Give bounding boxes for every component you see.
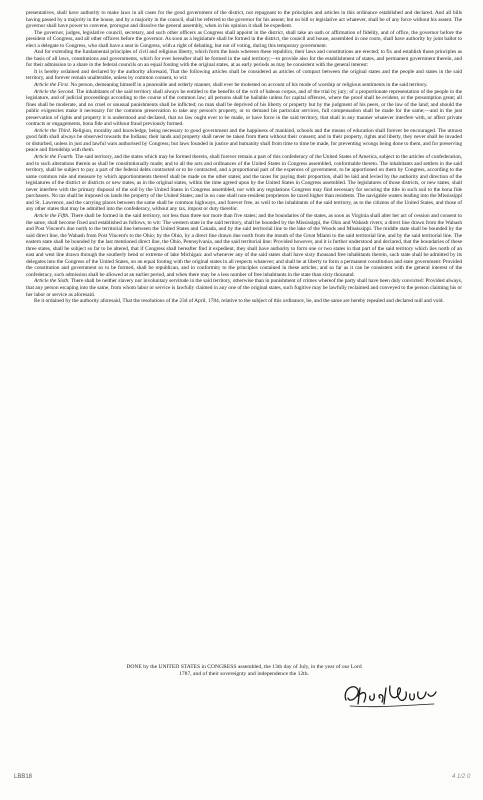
paragraph bbox=[26, 154, 462, 213]
done-line bbox=[26, 664, 462, 677]
paragraph bbox=[26, 298, 462, 305]
paragraph-text: There shall be neither slavery nor involuntary servitude in the said territory, otherwise than in punishment of crimes whereof the party shall have been duly convicted: Provided always, that any person escaping into the same, from whom labor or service is lawfully claimed in any one of the original states, such fugitive may be lawfully reclaimed and conveyed to the person claiming his or her labor or service as aforesaid. bbox=[26, 278, 462, 298]
article-heading: Article the Fifth. bbox=[34, 212, 70, 219]
paragraph bbox=[26, 213, 462, 278]
paragraph-text: presentatives, shall have authority to make laws in all cases for the good government of the district, not repugnant to the principles and articles in this ordinance established and declared. And all bills having passed by a majority in the house, and by a majority in the council, shall be referred to the governor for his assent; but no bill or legislative act whatever, shall be of any force without his assent. The governor shall have power to convene, prorogue and dissolve the general assembly, when in his opinion it shall be expedient. bbox=[26, 10, 462, 30]
paragraph-text: The said territory, and the states which may be formed therein, shall forever remain a part of this confederacy of the United States of America, subject to the articles of confederation, and to such alterations therein as shall be constitutionally made; and to all the acts and ordinances of the United States in Congress assembled, conformable thereto. The inhabitants and settlers in the said territory, shall be subject to pay a part of the federal debts contracted or to be contracted, and a proportional part of the expences of government, to be apportioned on them by Congress, according to the same common rule and measure by which apportionments thereof shall be made on the other states; and the taxes for paying their proportion, shall be laid and levied by the authority and direction of the legislatures of the district or districts or new states, as in the original states, within the time agreed upon by the United States in Congress assembled. The legislatures of those districts, or new states, shall never interfere with the primary disposal of the soil by the United States in Congress assembled, nor with any regulations Congress may find necessary for securing the title in such soil to the bona fide purchasers. No tax shall be imposed on lands the property of the United States; and in no case shall non-resident proprietors be taxed higher than residents. The navigable waters leading into the Mississippi and St. Lawrence, and the carrying places between the same shall be common highways, and forever free, as well to the inhabitants of the said territory, as to the citizens of the United States, and those of any other states that may be admitted into the confederacy, without any tax, impost or duty therefor. bbox=[26, 154, 462, 213]
article-heading: Article the Fourth. bbox=[34, 154, 74, 161]
article-heading: Article the Third. bbox=[34, 127, 72, 134]
paragraph bbox=[26, 30, 462, 50]
ordinance-text bbox=[26, 10, 462, 305]
paragraph bbox=[26, 128, 462, 154]
paragraph bbox=[26, 10, 462, 30]
paragraph-text: It is hereby ordained and declared by the authority aforesaid, That the following articles shall be considered as articles of compact between the original states and the people and states in the said territory, and forever remain unalterable, unless by common consent, to wit: bbox=[26, 68, 462, 82]
paragraph bbox=[26, 49, 462, 69]
paragraph-text: No person, demeaning himself in a peaceable and orderly manner, shall ever be molested on account of his mode of worship or religious sentiments in the said territory. bbox=[70, 82, 428, 89]
signature-image bbox=[340, 678, 440, 712]
paragraph bbox=[26, 278, 462, 298]
catalog-id: LBB18 bbox=[14, 774, 33, 780]
paragraph-text: And for extending the fundamental principles of civil and religious liberty, which form the basis whereon these republics, their laws and constitutions are erected; to fix and establish those principles as the basis of all laws, constitutions and governments, which for ever hereafter shall be formed in the said territory;—to provide also for the establishment of states, and permanent government therein, and for their admission to a share in the federal councils on an equal footing with the original states, at as early periods as may be consistent with the general interest: bbox=[26, 49, 462, 69]
done-line-first: DONE by the UNITED STATES in CONGRESS assembled, the 13th day of July, in the year of our Lord bbox=[126, 664, 362, 670]
done-line-second: 1787, and of their sovereignty and independence the 12th. bbox=[179, 670, 309, 677]
paragraph-text: The inhabitants of the said territory shall always be entitled to the benefits of the writ of habeas corpus, and of the trial by jury; of a proportionate representation of the people in the legislature, and of judicial proceedings according to the course of the common law; all persons shall be bailable unless for capital offences, where the proof shall be evident, or the presumption great; all fines shall be moderate, and no cruel or unusual punishments shall be inflicted; no man shall be deprived of his liberty or property but by the judgment of his peers, or the law of the land; and should the public exigencies make it necessary for the common preservation to take any person's property, or to demand his particular services, full compensation shall be made for the same;—and in the just preservation of rights and property it is understood and declared, that no law ought ever to be made, or have force in the said territory, that shall in any manner whatever interfere with, or affect private contracts or engagements, bona fide and without fraud previously formed. bbox=[26, 88, 462, 128]
paragraph-text: The governor, judges, legislative council, secretary, and such other officers as Congress shall appoint in the district, shall take an oath or affirmation of fidelity, and of office, the governor before the president of Congress, and all other officers before the governor. As soon as a legislature shall be formed in the district, the council and house, assembled in one room, shall have authority by joint ballot to elect a delegate to Congress, who shall have a seat in Congress, with a right of debating, but not of voting, during this temporary government. bbox=[26, 29, 462, 49]
paragraph bbox=[26, 89, 462, 128]
pencil-note: 4 1/2 0 bbox=[452, 774, 471, 780]
article-heading: Article the Second. bbox=[34, 88, 75, 95]
article-heading: Article the First. bbox=[34, 82, 70, 89]
paragraph bbox=[26, 69, 462, 82]
article-heading: Article the Sixth. bbox=[34, 278, 70, 285]
paragraph-text: There shall be formed in the said territory, not less than three nor more than five states; and the boundaries of the states, as soon as Virginia shall alter her act of cession and consent to the same, shall become fixed and established as follows, to wit: The western state in the said territory, shall be bounded by the Mississippi, the Ohio and Wabash rivers; a direct line drawn from the Wabash and Post Vincent's due north to the territorial line between the United States and Canada, and by the said territorial line to the lake of the Woods and Mississippi. The middle state shall be bounded by the said direct line, the Wabash from Post Vincent's to the Ohio; by the Ohio, by a direct line drawn due north from the mouth of the Great Miami to the said territorial line, and by the said territorial line. The eastern state shall be bounded by the last mentioned direct line, the Ohio, Pennsylvania, and the said territorial line: Provided however, and it is further understood and declared, that the boundaries of these three states, shall be subject so far to be altered, that if Congress shall hereafter find it expedient, they shall have authority to form one or two states in that part of the said territory which lies north of an east and west line drawn through the southerly bend or extreme of lake Michigan: and whenever any of the said states shall have sixty thousand free inhabitants therein, such state shall be admitted by its delegates into the Congress of the United States, on an equal footing with the original states in all respects whatever; and shall be at liberty to form a permanent constitution and state government: Provided the constitution and government so to be formed, shall be republican, and in conformity to the principles contained in these articles; and so far as it can be consistent with the general interest of the confederacy, such admission shall be allowed at an earlier period, and when there may be a less number of free inhabitants in the state than sixty thousand. bbox=[26, 212, 462, 278]
paragraph-text: Be it ordained by the authority aforesaid, That the resolutions of the 23d of April, 1784, relative to the subject of this ordinance, be, and the same are hereby repealed and declared null and void. bbox=[34, 298, 444, 305]
paragraph-text: Religion, morality and knowledge, being necessary to good government and the happiness of mankind, schools and the means of education shall forever be encouraged. The utmost good faith shall always be observed towards the Indians; their lands and property shall never be taken from them without their consent; and in their property, rights and liberty, they never shall be invaded or disturbed, unless in just and lawful wars authorised by Congress; but laws founded in justice and humanity shall from time to time be made, for preventing wrongs being done to them, and for preserving peace and friendship with them. bbox=[26, 127, 462, 154]
